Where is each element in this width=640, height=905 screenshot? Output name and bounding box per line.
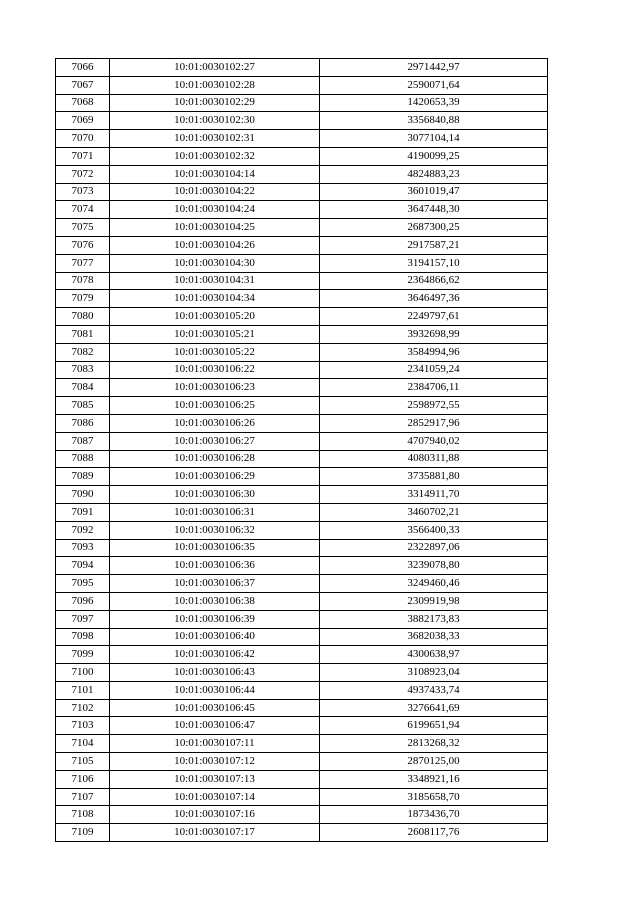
table-row xyxy=(56,236,548,254)
row-number-cell: 7084 xyxy=(56,379,110,397)
value-cell: 2870125,00 xyxy=(320,753,548,771)
cadastral-number-cell: 10:01:0030105:21 xyxy=(110,325,320,343)
value-cell: 2608117,76 xyxy=(320,824,548,842)
row-number-cell: 7094 xyxy=(56,557,110,575)
table-row xyxy=(56,824,548,842)
value-cell: 2917587,21 xyxy=(320,236,548,254)
value-cell: 1420653,39 xyxy=(320,94,548,112)
cadastral-number-cell: 10:01:0030102:31 xyxy=(110,130,320,148)
value-cell: 3249460,46 xyxy=(320,575,548,593)
value-cell: 4080311,88 xyxy=(320,450,548,468)
row-number-cell: 7067 xyxy=(56,76,110,94)
table-row xyxy=(56,539,548,557)
value-cell: 3348921,16 xyxy=(320,770,548,788)
table-row xyxy=(56,254,548,272)
row-number-cell: 7074 xyxy=(56,201,110,219)
cadastral-number-cell: 10:01:0030106:29 xyxy=(110,468,320,486)
row-number-cell: 7104 xyxy=(56,735,110,753)
table-row xyxy=(56,788,548,806)
cadastral-number-cell: 10:01:0030102:32 xyxy=(110,147,320,165)
table-row xyxy=(56,219,548,237)
table-row xyxy=(56,130,548,148)
value-cell: 6199651,94 xyxy=(320,717,548,735)
value-cell: 2590071,64 xyxy=(320,76,548,94)
cadastral-number-cell: 10:01:0030102:28 xyxy=(110,76,320,94)
value-cell: 3460702,21 xyxy=(320,503,548,521)
row-number-cell: 7085 xyxy=(56,397,110,415)
table-row xyxy=(56,308,548,326)
table-row xyxy=(56,450,548,468)
table-row xyxy=(56,770,548,788)
cadastral-number-cell: 10:01:0030107:16 xyxy=(110,806,320,824)
row-number-cell: 7073 xyxy=(56,183,110,201)
value-cell: 2364866,62 xyxy=(320,272,548,290)
table-row xyxy=(56,112,548,130)
row-number-cell: 7090 xyxy=(56,486,110,504)
value-cell: 3932698,99 xyxy=(320,325,548,343)
value-cell: 3314911,70 xyxy=(320,486,548,504)
value-cell: 4937433,74 xyxy=(320,681,548,699)
cadastral-number-cell: 10:01:0030104:14 xyxy=(110,165,320,183)
table-row xyxy=(56,290,548,308)
row-number-cell: 7107 xyxy=(56,788,110,806)
table-row xyxy=(56,343,548,361)
value-cell: 4707940,02 xyxy=(320,432,548,450)
row-number-cell: 7097 xyxy=(56,610,110,628)
value-cell: 2971442,97 xyxy=(320,59,548,77)
table-row xyxy=(56,575,548,593)
value-cell: 3601019,47 xyxy=(320,183,548,201)
row-number-cell: 7079 xyxy=(56,290,110,308)
cadastral-number-cell: 10:01:0030104:22 xyxy=(110,183,320,201)
value-cell: 2341059,24 xyxy=(320,361,548,379)
value-cell: 2384706,11 xyxy=(320,379,548,397)
cadastral-number-cell: 10:01:0030106:30 xyxy=(110,486,320,504)
row-number-cell: 7082 xyxy=(56,343,110,361)
row-number-cell: 7066 xyxy=(56,59,110,77)
value-cell: 2249797,61 xyxy=(320,308,548,326)
row-number-cell: 7100 xyxy=(56,664,110,682)
value-cell: 3356840,88 xyxy=(320,112,548,130)
row-number-cell: 7091 xyxy=(56,503,110,521)
table-row xyxy=(56,735,548,753)
row-number-cell: 7083 xyxy=(56,361,110,379)
data-table xyxy=(55,58,548,842)
table-row xyxy=(56,201,548,219)
value-cell: 3077104,14 xyxy=(320,130,548,148)
cadastral-number-cell: 10:01:0030106:22 xyxy=(110,361,320,379)
row-number-cell: 7096 xyxy=(56,592,110,610)
row-number-cell: 7089 xyxy=(56,468,110,486)
table-row xyxy=(56,557,548,575)
value-cell: 3682038,33 xyxy=(320,628,548,646)
value-cell: 3882173,83 xyxy=(320,610,548,628)
cadastral-number-cell: 10:01:0030104:30 xyxy=(110,254,320,272)
table-row xyxy=(56,486,548,504)
table-row xyxy=(56,94,548,112)
value-cell: 3185658,70 xyxy=(320,788,548,806)
table-row xyxy=(56,503,548,521)
table-row xyxy=(56,165,548,183)
table-row xyxy=(56,397,548,415)
table-row xyxy=(56,628,548,646)
row-number-cell: 7108 xyxy=(56,806,110,824)
value-cell: 4824883,23 xyxy=(320,165,548,183)
table-row xyxy=(56,468,548,486)
table-row xyxy=(56,183,548,201)
table-row xyxy=(56,361,548,379)
table-row xyxy=(56,432,548,450)
row-number-cell: 7075 xyxy=(56,219,110,237)
row-number-cell: 7072 xyxy=(56,165,110,183)
table-row xyxy=(56,521,548,539)
row-number-cell: 7103 xyxy=(56,717,110,735)
row-number-cell: 7068 xyxy=(56,94,110,112)
row-number-cell: 7077 xyxy=(56,254,110,272)
table-row xyxy=(56,699,548,717)
row-number-cell: 7102 xyxy=(56,699,110,717)
cadastral-number-cell: 10:01:0030102:30 xyxy=(110,112,320,130)
cadastral-number-cell: 10:01:0030106:37 xyxy=(110,575,320,593)
value-cell: 2309919,98 xyxy=(320,592,548,610)
cadastral-number-cell: 10:01:0030106:26 xyxy=(110,414,320,432)
table-row xyxy=(56,272,548,290)
value-cell: 3276641,69 xyxy=(320,699,548,717)
cadastral-number-cell: 10:01:0030106:38 xyxy=(110,592,320,610)
cadastral-number-cell: 10:01:0030104:26 xyxy=(110,236,320,254)
cadastral-number-cell: 10:01:0030106:35 xyxy=(110,539,320,557)
table-row xyxy=(56,646,548,664)
cadastral-number-cell: 10:01:0030107:13 xyxy=(110,770,320,788)
table-row xyxy=(56,379,548,397)
row-number-cell: 7080 xyxy=(56,308,110,326)
table-row xyxy=(56,681,548,699)
value-cell: 3647448,30 xyxy=(320,201,548,219)
row-number-cell: 7092 xyxy=(56,521,110,539)
cadastral-number-cell: 10:01:0030106:23 xyxy=(110,379,320,397)
table-row xyxy=(56,147,548,165)
table-row xyxy=(56,610,548,628)
table-row xyxy=(56,592,548,610)
cadastral-number-cell: 10:01:0030106:31 xyxy=(110,503,320,521)
cadastral-number-cell: 10:01:0030104:24 xyxy=(110,201,320,219)
cadastral-number-cell: 10:01:0030105:22 xyxy=(110,343,320,361)
table-row xyxy=(56,76,548,94)
row-number-cell: 7105 xyxy=(56,753,110,771)
row-number-cell: 7081 xyxy=(56,325,110,343)
value-cell: 2687300,25 xyxy=(320,219,548,237)
table-row xyxy=(56,59,548,77)
cadastral-number-cell: 10:01:0030106:43 xyxy=(110,664,320,682)
row-number-cell: 7098 xyxy=(56,628,110,646)
table-row xyxy=(56,753,548,771)
cadastral-number-cell: 10:01:0030106:28 xyxy=(110,450,320,468)
row-number-cell: 7088 xyxy=(56,450,110,468)
value-cell: 4190099,25 xyxy=(320,147,548,165)
cadastral-number-cell: 10:01:0030104:34 xyxy=(110,290,320,308)
cadastral-number-cell: 10:01:0030105:20 xyxy=(110,308,320,326)
value-cell: 4300638,97 xyxy=(320,646,548,664)
value-cell: 1873436,70 xyxy=(320,806,548,824)
cadastral-number-cell: 10:01:0030102:27 xyxy=(110,59,320,77)
row-number-cell: 7076 xyxy=(56,236,110,254)
row-number-cell: 7093 xyxy=(56,539,110,557)
cadastral-number-cell: 10:01:0030106:47 xyxy=(110,717,320,735)
cadastral-number-cell: 10:01:0030102:29 xyxy=(110,94,320,112)
row-number-cell: 7099 xyxy=(56,646,110,664)
cadastral-number-cell: 10:01:0030107:12 xyxy=(110,753,320,771)
row-number-cell: 7095 xyxy=(56,575,110,593)
table-body xyxy=(56,59,548,842)
value-cell: 3108923,04 xyxy=(320,664,548,682)
table-row xyxy=(56,806,548,824)
row-number-cell: 7070 xyxy=(56,130,110,148)
value-cell: 3735881,80 xyxy=(320,468,548,486)
cadastral-number-cell: 10:01:0030106:27 xyxy=(110,432,320,450)
value-cell: 2813268,32 xyxy=(320,735,548,753)
table-row xyxy=(56,325,548,343)
cadastral-number-cell: 10:01:0030106:36 xyxy=(110,557,320,575)
value-cell: 3646497,36 xyxy=(320,290,548,308)
table-row xyxy=(56,414,548,432)
cadastral-number-cell: 10:01:0030106:39 xyxy=(110,610,320,628)
cadastral-number-cell: 10:01:0030106:40 xyxy=(110,628,320,646)
value-cell: 2598972,55 xyxy=(320,397,548,415)
value-cell: 3194157,10 xyxy=(320,254,548,272)
cadastral-number-cell: 10:01:0030106:25 xyxy=(110,397,320,415)
value-cell: 2852917,96 xyxy=(320,414,548,432)
cadastral-number-cell: 10:01:0030107:14 xyxy=(110,788,320,806)
row-number-cell: 7109 xyxy=(56,824,110,842)
cadastral-number-cell: 10:01:0030106:45 xyxy=(110,699,320,717)
value-cell: 3566400,33 xyxy=(320,521,548,539)
row-number-cell: 7078 xyxy=(56,272,110,290)
row-number-cell: 7069 xyxy=(56,112,110,130)
cadastral-number-cell: 10:01:0030107:11 xyxy=(110,735,320,753)
row-number-cell: 7106 xyxy=(56,770,110,788)
cadastral-number-cell: 10:01:0030104:25 xyxy=(110,219,320,237)
value-cell: 2322897,06 xyxy=(320,539,548,557)
row-number-cell: 7087 xyxy=(56,432,110,450)
cadastral-number-cell: 10:01:0030106:42 xyxy=(110,646,320,664)
table-row xyxy=(56,664,548,682)
value-cell: 3584994,96 xyxy=(320,343,548,361)
cadastral-number-cell: 10:01:0030104:31 xyxy=(110,272,320,290)
table-row xyxy=(56,717,548,735)
cadastral-number-cell: 10:01:0030106:44 xyxy=(110,681,320,699)
value-cell: 3239078,80 xyxy=(320,557,548,575)
cadastral-number-cell: 10:01:0030106:32 xyxy=(110,521,320,539)
row-number-cell: 7071 xyxy=(56,147,110,165)
row-number-cell: 7101 xyxy=(56,681,110,699)
row-number-cell: 7086 xyxy=(56,414,110,432)
cadastral-number-cell: 10:01:0030107:17 xyxy=(110,824,320,842)
